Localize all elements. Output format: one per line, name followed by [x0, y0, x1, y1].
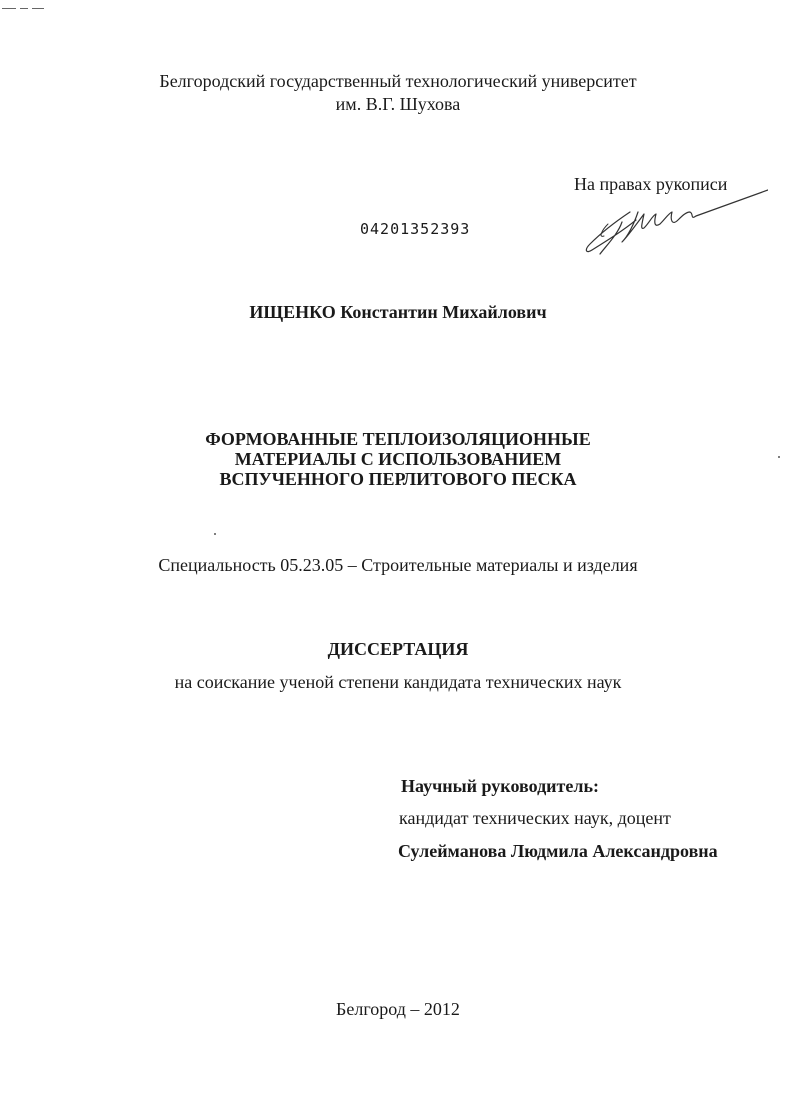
signature-icon — [578, 184, 768, 258]
registration-number: 04201352393 — [360, 220, 471, 238]
supervisor-position: кандидат технических наук, доцент — [399, 808, 671, 828]
scan-mark — [20, 8, 28, 9]
supervisor-name: Сулейманова Людмила Александровна — [398, 841, 718, 861]
scan-mark — [2, 8, 16, 9]
title-line-2: МАТЕРИАЛЫ С ИСПОЛЬЗОВАНИЕМ — [234, 449, 562, 469]
supervisor-heading: Научный руководитель: — [401, 776, 599, 796]
scan-dot — [214, 533, 216, 535]
author-name: ИЩЕНКО Константин Михайлович — [249, 302, 547, 322]
specialty: Специальность 05.23.05 – Строительные материалы и изделия — [158, 555, 638, 575]
university-name: Белгородский государственный технологический университет — [159, 71, 637, 91]
document-type: ДИССЕРТАЦИЯ — [327, 639, 469, 659]
title-line-1: ФОРМОВАННЫЕ ТЕПЛОИЗОЛЯЦИОННЫЕ — [205, 429, 591, 449]
degree-description: на соискание ученой степени кандидата технических наук — [174, 672, 622, 692]
manuscript-note: На правах рукописи — [574, 174, 728, 194]
scan-mark — [32, 8, 44, 9]
title-line-3: ВСПУЧЕННОГО ПЕРЛИТОВОГО ПЕСКА — [219, 469, 577, 489]
university-honorific: им. В.Г. Шухова — [335, 94, 461, 114]
city-year: Белгород – 2012 — [336, 999, 460, 1019]
